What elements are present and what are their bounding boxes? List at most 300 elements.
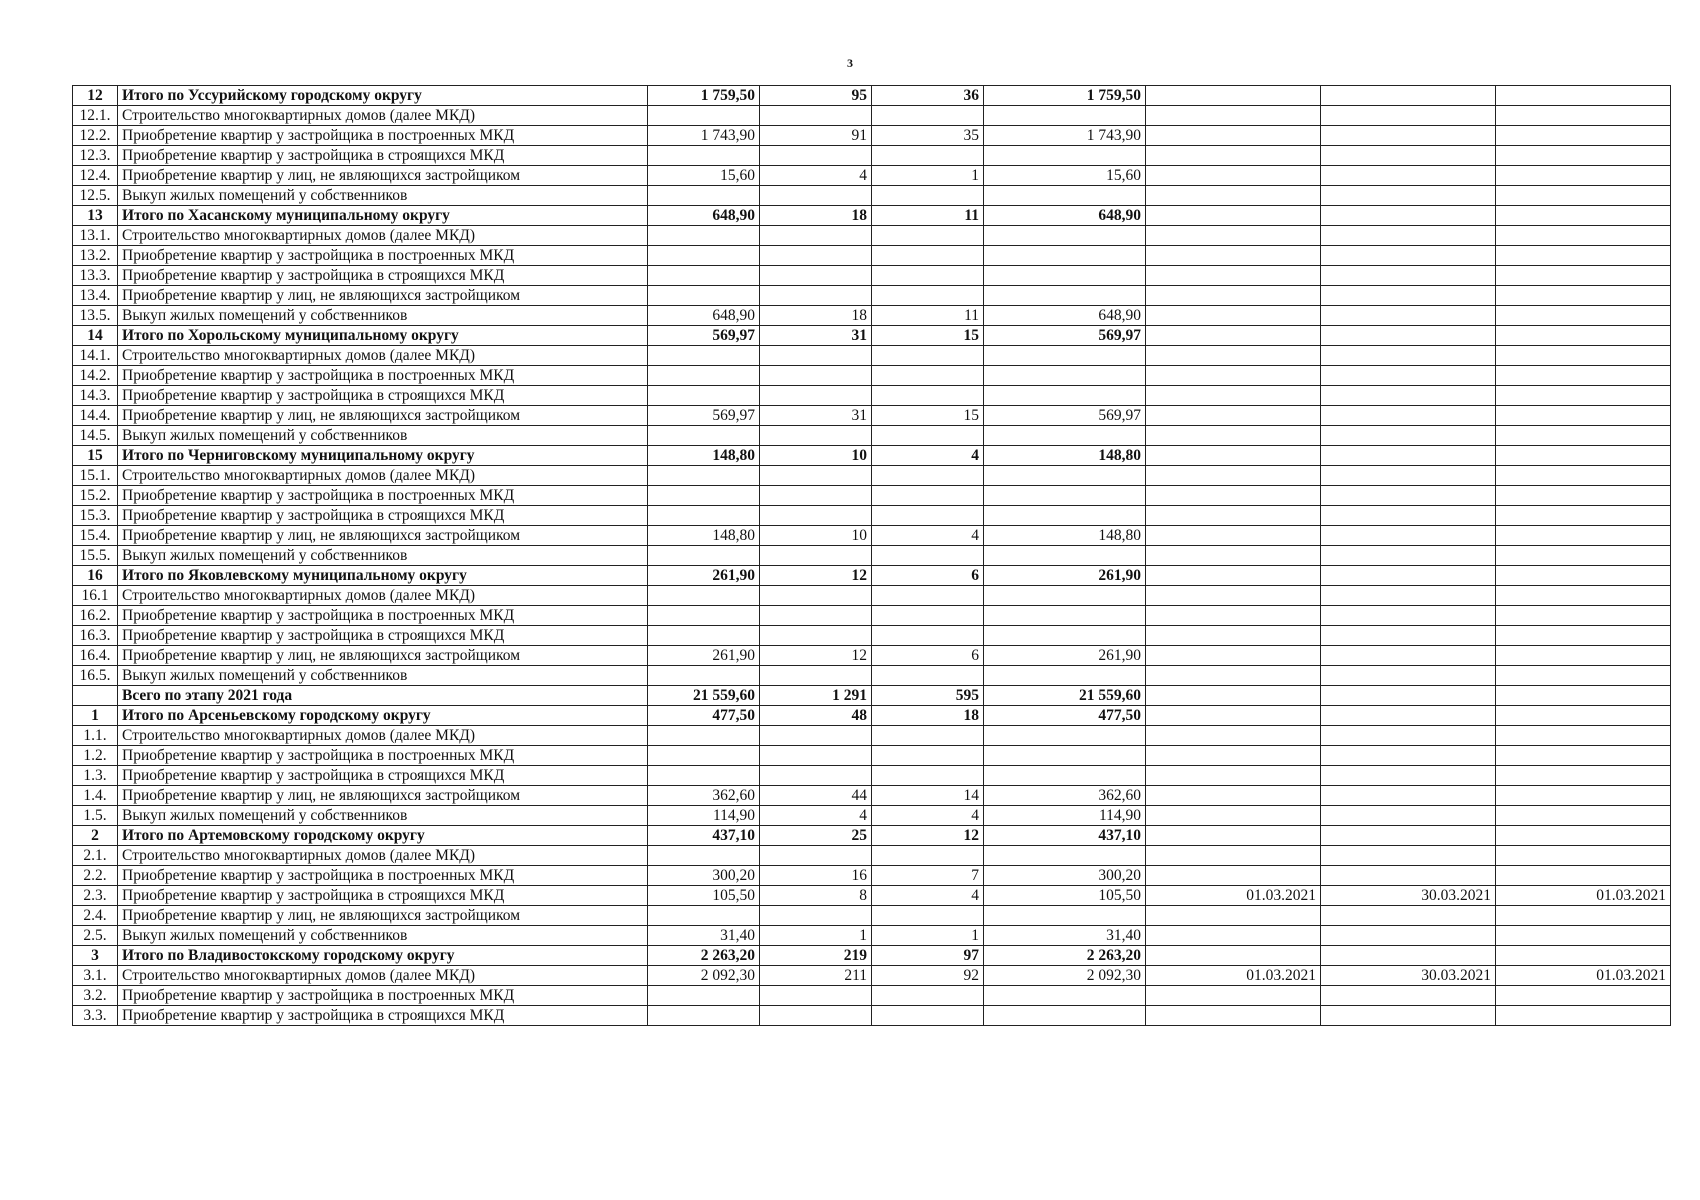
row-number-cell: 14	[73, 326, 118, 346]
premises-count-cell	[872, 426, 984, 446]
row-number-cell: 13.1.	[73, 226, 118, 246]
row-name-cell: Выкуп жилых помещений у собственников	[118, 926, 648, 946]
date-2-cell	[1321, 846, 1496, 866]
date-3-cell	[1496, 506, 1671, 526]
date-3-cell	[1496, 1006, 1671, 1026]
table-row	[73, 126, 1671, 146]
table-row-total	[73, 706, 1671, 726]
table-row	[73, 666, 1671, 686]
table-row	[73, 146, 1671, 166]
date-3-cell	[1496, 106, 1671, 126]
area-acquired-cell: 15,60	[984, 166, 1146, 186]
date-2-cell	[1321, 386, 1496, 406]
row-number-cell: 3.2.	[73, 986, 118, 1006]
row-number-cell: 14.2.	[73, 366, 118, 386]
area-total-cell: 2 092,30	[648, 966, 760, 986]
date-2-cell	[1321, 606, 1496, 626]
area-acquired-cell	[984, 846, 1146, 866]
area-acquired-cell	[984, 246, 1146, 266]
date-2-cell	[1321, 906, 1496, 926]
persons-count-cell: 18	[760, 306, 872, 326]
row-number-cell: 13.3.	[73, 266, 118, 286]
area-total-cell	[648, 346, 760, 366]
area-acquired-cell	[984, 386, 1146, 406]
premises-count-cell: 4	[872, 806, 984, 826]
date-2-cell	[1321, 226, 1496, 246]
row-name-cell: Приобретение квартир у застройщика в построенных МКД	[118, 366, 648, 386]
area-total-cell	[648, 266, 760, 286]
persons-count-cell: 18	[760, 206, 872, 226]
row-name-cell: Приобретение квартир у застройщика в строящихся МКД	[118, 506, 648, 526]
area-acquired-cell	[984, 906, 1146, 926]
premises-count-cell: 4	[872, 446, 984, 466]
date-1-cell	[1146, 146, 1321, 166]
date-1-cell	[1146, 526, 1321, 546]
area-total-cell	[648, 486, 760, 506]
row-number-cell: 16.4.	[73, 646, 118, 666]
area-acquired-cell	[984, 286, 1146, 306]
row-number-cell: 14.1.	[73, 346, 118, 366]
persons-count-cell: 44	[760, 786, 872, 806]
date-1-cell	[1146, 166, 1321, 186]
row-number-cell: 2.2.	[73, 866, 118, 886]
date-3-cell	[1496, 666, 1671, 686]
table-row	[73, 886, 1671, 906]
row-name-cell: Приобретение квартир у застройщика в построенных МКД	[118, 246, 648, 266]
row-number-cell: 15.1.	[73, 466, 118, 486]
persons-count-cell: 8	[760, 886, 872, 906]
row-number-cell: 1.3.	[73, 766, 118, 786]
area-acquired-cell: 300,20	[984, 866, 1146, 886]
table-row	[73, 646, 1671, 666]
row-name-cell: Итого по Артемовскому городскому округу	[118, 826, 648, 846]
row-name-cell: Итого по Хорольскому муниципальному округу	[118, 326, 648, 346]
date-1-cell: 01.03.2021	[1146, 966, 1321, 986]
persons-count-cell	[760, 346, 872, 366]
row-number-cell: 12.1.	[73, 106, 118, 126]
table-row	[73, 106, 1671, 126]
premises-count-cell	[872, 606, 984, 626]
date-1-cell	[1146, 266, 1321, 286]
persons-count-cell	[760, 226, 872, 246]
table-body	[73, 86, 1671, 1026]
date-1-cell	[1146, 446, 1321, 466]
date-3-cell	[1496, 526, 1671, 546]
row-number-cell: 13.4.	[73, 286, 118, 306]
area-acquired-cell	[984, 226, 1146, 246]
table-row	[73, 786, 1671, 806]
date-2-cell	[1321, 686, 1496, 706]
date-2-cell	[1321, 746, 1496, 766]
premises-count-cell: 15	[872, 406, 984, 426]
date-1-cell	[1146, 786, 1321, 806]
date-2-cell	[1321, 366, 1496, 386]
row-number-cell: 14.5.	[73, 426, 118, 446]
row-name-cell: Приобретение квартир у лиц, не являющихся застройщиком	[118, 286, 648, 306]
date-2-cell	[1321, 1006, 1496, 1026]
area-acquired-cell: 437,10	[984, 826, 1146, 846]
row-name-cell: Итого по Хасанскому муниципальному округу	[118, 206, 648, 226]
area-total-cell	[648, 626, 760, 646]
table-row-total	[73, 86, 1671, 106]
date-1-cell	[1146, 846, 1321, 866]
area-total-cell	[648, 666, 760, 686]
premises-count-cell: 14	[872, 786, 984, 806]
area-total-cell	[648, 226, 760, 246]
table-row-total	[73, 686, 1671, 706]
area-total-cell: 437,10	[648, 826, 760, 846]
row-number-cell: 3.3.	[73, 1006, 118, 1026]
area-acquired-cell	[984, 506, 1146, 526]
date-1-cell: 01.03.2021	[1146, 886, 1321, 906]
area-total-cell	[648, 386, 760, 406]
row-name-cell: Выкуп жилых помещений у собственников	[118, 426, 648, 446]
premises-count-cell	[872, 1006, 984, 1026]
area-acquired-cell: 648,90	[984, 206, 1146, 226]
premises-count-cell	[872, 186, 984, 206]
row-name-cell: Выкуп жилых помещений у собственников	[118, 186, 648, 206]
row-name-cell: Приобретение квартир у застройщика в строящихся МКД	[118, 266, 648, 286]
date-2-cell: 30.03.2021	[1321, 966, 1496, 986]
date-2-cell	[1321, 946, 1496, 966]
row-number-cell: 2	[73, 826, 118, 846]
date-2-cell	[1321, 106, 1496, 126]
row-name-cell: Приобретение квартир у лиц, не являющихся застройщиком	[118, 406, 648, 426]
row-number-cell: 13	[73, 206, 118, 226]
table-row	[73, 1006, 1671, 1026]
date-2-cell	[1321, 506, 1496, 526]
date-1-cell	[1146, 806, 1321, 826]
date-2-cell	[1321, 86, 1496, 106]
row-name-cell: Итого по Арсеньевскому городскому округу	[118, 706, 648, 726]
table-row	[73, 486, 1671, 506]
premises-count-cell: 1	[872, 166, 984, 186]
date-3-cell	[1496, 686, 1671, 706]
date-2-cell	[1321, 446, 1496, 466]
date-3-cell	[1496, 766, 1671, 786]
date-1-cell	[1146, 406, 1321, 426]
date-1-cell	[1146, 626, 1321, 646]
table-row-total	[73, 946, 1671, 966]
row-number-cell: 13.5.	[73, 306, 118, 326]
premises-count-cell	[872, 366, 984, 386]
area-total-cell: 2 263,20	[648, 946, 760, 966]
premises-count-cell	[872, 146, 984, 166]
date-1-cell	[1146, 946, 1321, 966]
area-acquired-cell: 2 092,30	[984, 966, 1146, 986]
row-number-cell: 16.3.	[73, 626, 118, 646]
date-3-cell	[1496, 346, 1671, 366]
premises-count-cell	[872, 226, 984, 246]
row-name-cell: Итого по Черниговскому муниципальному округу	[118, 446, 648, 466]
area-acquired-cell	[984, 186, 1146, 206]
premises-count-cell: 1	[872, 926, 984, 946]
row-name-cell: Строительство многоквартирных домов (далее МКД)	[118, 846, 648, 866]
date-2-cell	[1321, 486, 1496, 506]
row-number-cell: 15.5.	[73, 546, 118, 566]
date-1-cell	[1146, 1006, 1321, 1026]
date-1-cell	[1146, 506, 1321, 526]
table-row	[73, 366, 1671, 386]
date-2-cell	[1321, 926, 1496, 946]
area-total-cell	[648, 106, 760, 126]
area-total-cell	[648, 286, 760, 306]
date-2-cell	[1321, 986, 1496, 1006]
row-name-cell: Выкуп жилых помещений у собственников	[118, 666, 648, 686]
date-3-cell: 01.03.2021	[1496, 966, 1671, 986]
premises-count-cell	[872, 386, 984, 406]
table-row	[73, 906, 1671, 926]
premises-count-cell: 6	[872, 646, 984, 666]
premises-count-cell: 92	[872, 966, 984, 986]
date-1-cell	[1146, 326, 1321, 346]
row-name-cell: Приобретение квартир у застройщика в построенных МКД	[118, 986, 648, 1006]
premises-count-cell	[872, 586, 984, 606]
table-row-total	[73, 326, 1671, 346]
date-3-cell	[1496, 286, 1671, 306]
persons-count-cell: 211	[760, 966, 872, 986]
persons-count-cell	[760, 766, 872, 786]
premises-count-cell	[872, 246, 984, 266]
table-row	[73, 426, 1671, 446]
date-1-cell	[1146, 186, 1321, 206]
row-name-cell: Приобретение квартир у лиц, не являющихся застройщиком	[118, 166, 648, 186]
persons-count-cell	[760, 986, 872, 1006]
date-2-cell	[1321, 826, 1496, 846]
date-3-cell	[1496, 466, 1671, 486]
area-total-cell: 148,80	[648, 446, 760, 466]
date-3-cell	[1496, 566, 1671, 586]
date-2-cell	[1321, 866, 1496, 886]
area-total-cell: 648,90	[648, 206, 760, 226]
area-total-cell: 261,90	[648, 566, 760, 586]
row-number-cell: 3.1.	[73, 966, 118, 986]
area-acquired-cell	[984, 466, 1146, 486]
table-row	[73, 766, 1671, 786]
date-3-cell	[1496, 846, 1671, 866]
area-acquired-cell: 148,80	[984, 526, 1146, 546]
premises-count-cell: 6	[872, 566, 984, 586]
premises-count-cell	[872, 286, 984, 306]
row-name-cell: Приобретение квартир у лиц, не являющихся застройщиком	[118, 646, 648, 666]
row-number-cell: 15.2.	[73, 486, 118, 506]
row-number-cell: 2.5.	[73, 926, 118, 946]
date-3-cell	[1496, 546, 1671, 566]
date-2-cell	[1321, 706, 1496, 726]
row-name-cell: Строительство многоквартирных домов (далее МКД)	[118, 726, 648, 746]
persons-count-cell: 16	[760, 866, 872, 886]
row-name-cell: Итого по Уссурийскому городскому округу	[118, 86, 648, 106]
area-acquired-cell	[984, 546, 1146, 566]
premises-count-cell	[872, 486, 984, 506]
date-3-cell	[1496, 186, 1671, 206]
row-number-cell: 3	[73, 946, 118, 966]
date-2-cell	[1321, 146, 1496, 166]
date-1-cell	[1146, 366, 1321, 386]
date-3-cell	[1496, 386, 1671, 406]
row-name-cell: Приобретение квартир у застройщика в строящихся МКД	[118, 146, 648, 166]
area-acquired-cell	[984, 366, 1146, 386]
area-acquired-cell: 477,50	[984, 706, 1146, 726]
table-row	[73, 746, 1671, 766]
date-3-cell	[1496, 146, 1671, 166]
date-1-cell	[1146, 126, 1321, 146]
row-name-cell: Приобретение квартир у застройщика в построенных МКД	[118, 126, 648, 146]
row-number-cell: 15.3.	[73, 506, 118, 526]
date-3-cell	[1496, 706, 1671, 726]
area-acquired-cell	[984, 486, 1146, 506]
persons-count-cell: 1	[760, 926, 872, 946]
persons-count-cell: 31	[760, 406, 872, 426]
date-3-cell	[1496, 246, 1671, 266]
date-2-cell	[1321, 266, 1496, 286]
date-3-cell	[1496, 326, 1671, 346]
table-row-total	[73, 446, 1671, 466]
date-2-cell	[1321, 526, 1496, 546]
date-1-cell	[1146, 566, 1321, 586]
row-name-cell: Приобретение квартир у застройщика в строящихся МКД	[118, 886, 648, 906]
area-acquired-cell: 648,90	[984, 306, 1146, 326]
row-name-cell: Строительство многоквартирных домов (далее МКД)	[118, 346, 648, 366]
persons-count-cell	[760, 746, 872, 766]
premises-count-cell	[872, 106, 984, 126]
date-1-cell	[1146, 686, 1321, 706]
table-row	[73, 966, 1671, 986]
table-row	[73, 546, 1671, 566]
date-3-cell	[1496, 426, 1671, 446]
table-row	[73, 866, 1671, 886]
area-acquired-cell	[984, 1006, 1146, 1026]
premises-count-cell	[872, 346, 984, 366]
premises-count-cell: 4	[872, 886, 984, 906]
persons-count-cell	[760, 606, 872, 626]
row-name-cell: Строительство многоквартирных домов (далее МКД)	[118, 966, 648, 986]
area-acquired-cell	[984, 266, 1146, 286]
row-name-cell: Приобретение квартир у застройщика в построенных МКД	[118, 746, 648, 766]
row-number-cell: 1	[73, 706, 118, 726]
area-total-cell	[648, 586, 760, 606]
table-row	[73, 726, 1671, 746]
premises-count-cell: 11	[872, 206, 984, 226]
area-acquired-cell	[984, 666, 1146, 686]
premises-count-cell: 4	[872, 526, 984, 546]
date-1-cell	[1146, 586, 1321, 606]
date-2-cell	[1321, 206, 1496, 226]
area-total-cell	[648, 546, 760, 566]
row-number-cell: 16.5.	[73, 666, 118, 686]
premises-count-cell: 35	[872, 126, 984, 146]
table-row-total	[73, 566, 1671, 586]
row-name-cell: Итого по Владивостокскому городскому округу	[118, 946, 648, 966]
area-total-cell: 648,90	[648, 306, 760, 326]
date-1-cell	[1146, 926, 1321, 946]
date-2-cell	[1321, 306, 1496, 326]
area-total-cell	[648, 846, 760, 866]
area-total-cell: 148,80	[648, 526, 760, 546]
area-acquired-cell	[984, 106, 1146, 126]
area-total-cell	[648, 726, 760, 746]
area-acquired-cell	[984, 426, 1146, 446]
date-1-cell	[1146, 426, 1321, 446]
date-3-cell	[1496, 306, 1671, 326]
date-3-cell	[1496, 626, 1671, 646]
page-number: 3	[847, 56, 853, 70]
persons-count-cell	[760, 186, 872, 206]
date-1-cell	[1146, 746, 1321, 766]
date-3-cell	[1496, 406, 1671, 426]
date-1-cell	[1146, 766, 1321, 786]
date-1-cell	[1146, 666, 1321, 686]
area-acquired-cell	[984, 146, 1146, 166]
row-number-cell: 2.1.	[73, 846, 118, 866]
date-1-cell	[1146, 546, 1321, 566]
date-1-cell	[1146, 986, 1321, 1006]
row-name-cell: Приобретение квартир у застройщика в строящихся МКД	[118, 1006, 648, 1026]
date-1-cell	[1146, 826, 1321, 846]
date-1-cell	[1146, 606, 1321, 626]
table-row	[73, 626, 1671, 646]
date-3-cell	[1496, 866, 1671, 886]
row-number-cell: 2.3.	[73, 886, 118, 906]
date-3-cell	[1496, 446, 1671, 466]
row-name-cell: Всего по этапу 2021 года	[118, 686, 648, 706]
date-3-cell	[1496, 206, 1671, 226]
area-total-cell	[648, 1006, 760, 1026]
row-name-cell: Приобретение квартир у застройщика в строящихся МКД	[118, 626, 648, 646]
area-acquired-cell	[984, 766, 1146, 786]
persons-count-cell	[760, 626, 872, 646]
premises-count-cell: 18	[872, 706, 984, 726]
area-total-cell	[648, 186, 760, 206]
date-1-cell	[1146, 286, 1321, 306]
date-2-cell	[1321, 806, 1496, 826]
table-row	[73, 306, 1671, 326]
persons-count-cell: 95	[760, 86, 872, 106]
premises-count-cell: 7	[872, 866, 984, 886]
row-number-cell: 14.3.	[73, 386, 118, 406]
area-total-cell	[648, 606, 760, 626]
date-3-cell	[1496, 226, 1671, 246]
area-acquired-cell	[984, 746, 1146, 766]
premises-count-cell	[872, 986, 984, 1006]
date-1-cell	[1146, 246, 1321, 266]
persons-count-cell: 219	[760, 946, 872, 966]
area-total-cell	[648, 506, 760, 526]
date-1-cell	[1146, 726, 1321, 746]
persons-count-cell	[760, 546, 872, 566]
table-row	[73, 346, 1671, 366]
date-3-cell	[1496, 606, 1671, 626]
row-number-cell: 15.4.	[73, 526, 118, 546]
row-number-cell: 12.3.	[73, 146, 118, 166]
resettlement-table	[72, 85, 1671, 1026]
date-3-cell	[1496, 126, 1671, 146]
row-name-cell: Приобретение квартир у застройщика в построенных МКД	[118, 486, 648, 506]
table-row	[73, 166, 1671, 186]
table-row	[73, 286, 1671, 306]
date-3-cell	[1496, 486, 1671, 506]
persons-count-cell	[760, 466, 872, 486]
area-acquired-cell: 114,90	[984, 806, 1146, 826]
date-3-cell	[1496, 826, 1671, 846]
row-number-cell: 13.2.	[73, 246, 118, 266]
persons-count-cell: 4	[760, 166, 872, 186]
area-total-cell: 261,90	[648, 646, 760, 666]
persons-count-cell	[760, 286, 872, 306]
persons-count-cell	[760, 386, 872, 406]
table-row	[73, 266, 1671, 286]
row-name-cell: Выкуп жилых помещений у собственников	[118, 546, 648, 566]
